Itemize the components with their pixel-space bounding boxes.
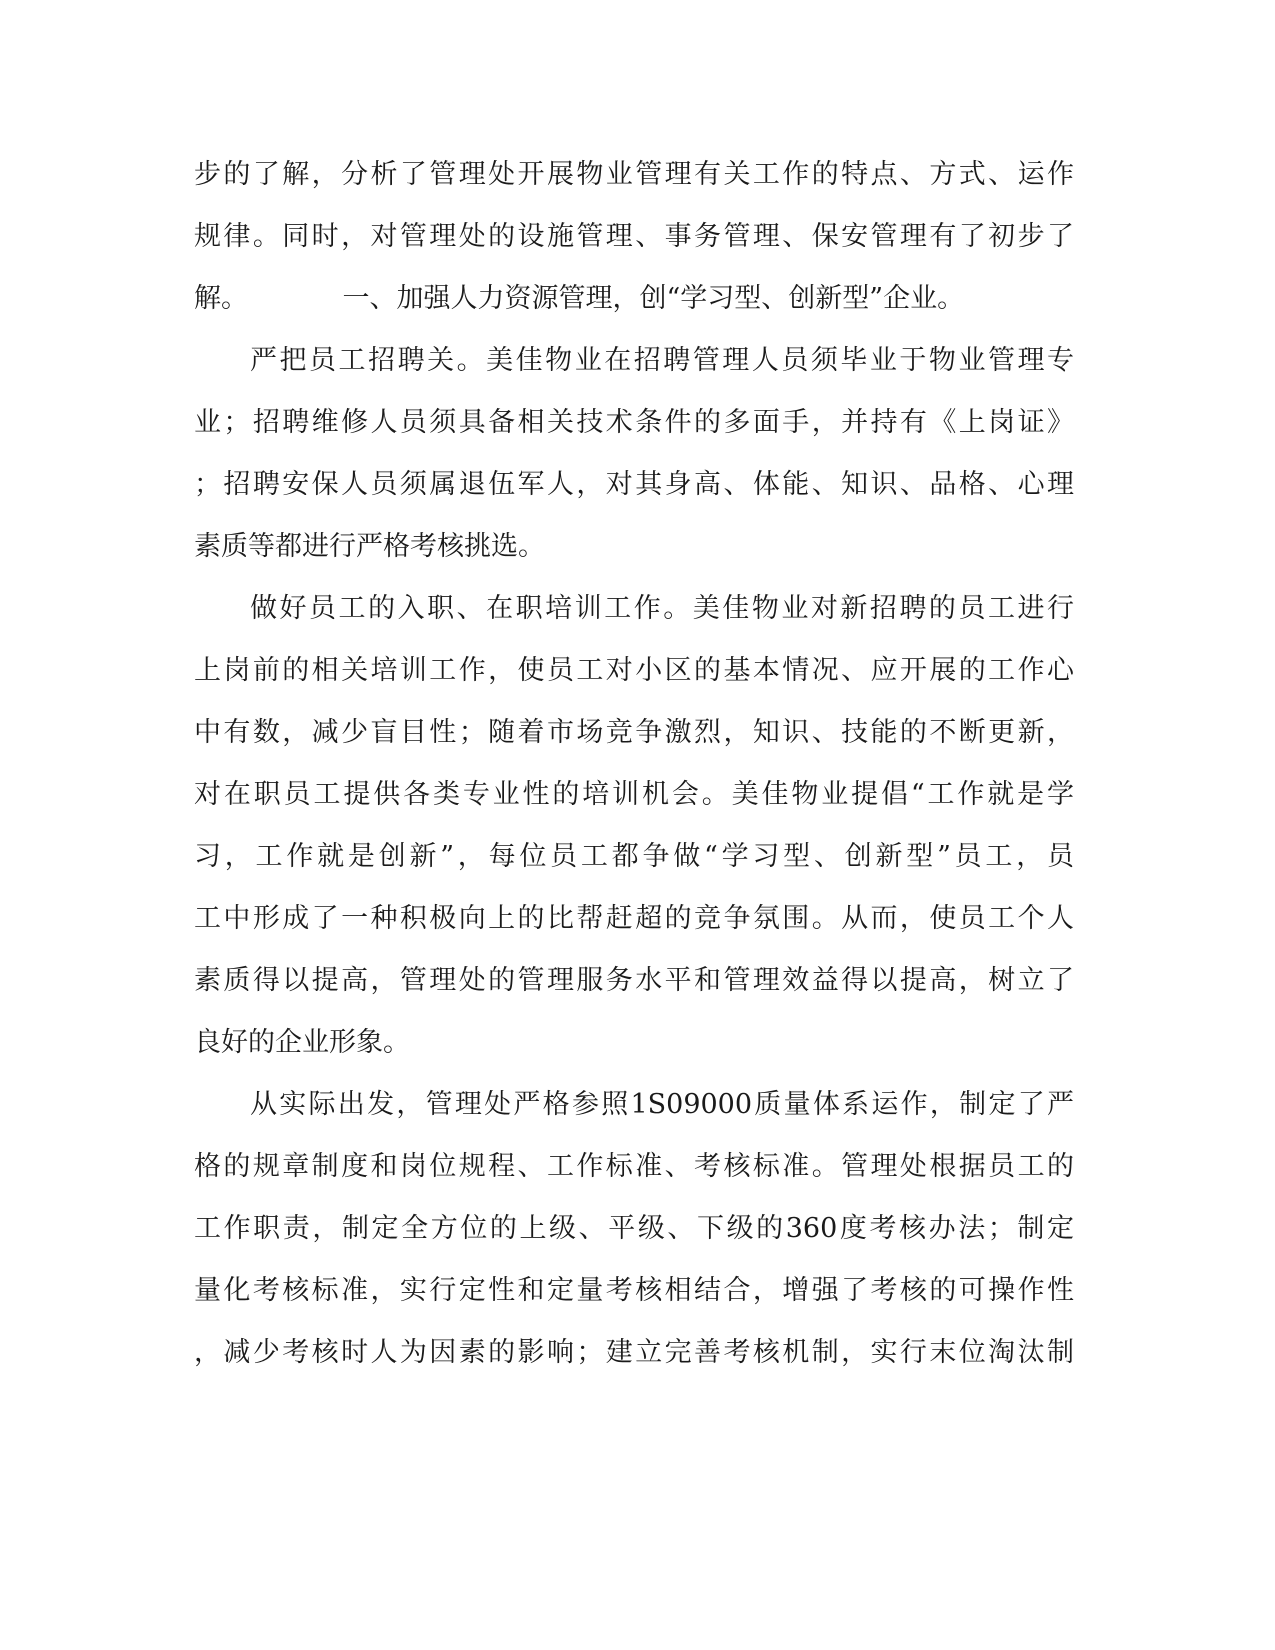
paragraph-start-line: 严把员工招聘关。美佳物业在招聘管理人员须毕业于物业管理专 xyxy=(250,345,1074,376)
text-line-17: 格的规章制度和岗位规程、工作标准、考核标准。管理处根据员工的 xyxy=(194,1151,1074,1182)
text-line-2: 规律。同时，对管理处的设施管理、事务管理、保安管理有了初步了 xyxy=(194,221,1074,252)
text-line-5: 业；招聘维修人员须具备相关技术条件的多面手，并持有《上岗证》 xyxy=(194,407,1074,438)
text-line-13: 工中形成了一种积极向上的比帮赶超的竞争氛围。从而，使员工个人 xyxy=(194,903,1074,934)
text-line-18: 工作职责，制定全方位的上级、平级、下级的360度考核办法；制定 xyxy=(194,1213,1074,1244)
text-line-12: 习，工作就是创新”，每位员工都争做“学习型、创新型”员工，员 xyxy=(194,841,1074,872)
text-line-19: 量化考核标准，实行定性和定量考核相结合，增强了考核的可操作性 xyxy=(194,1275,1074,1306)
text-line-10: 中有数，减少盲目性；随着市场竞争激烈，知识、技能的不断更新， xyxy=(194,717,1074,748)
text-line-6: ；招聘安保人员须属退伍军人，对其身高、体能、知识、品格、心理 xyxy=(194,469,1074,500)
text-line-15: 良好的企业形象。 xyxy=(194,1027,410,1058)
text-line-20: ，减少考核时人为因素的影响；建立完善考核机制，实行末位淘汰制 xyxy=(194,1337,1074,1368)
paragraph-start-line: 做好员工的入职、在职培训工作。美佳物业对新招聘的员工进行 xyxy=(250,593,1074,624)
text-line-7: 素质等都进行严格考核挑选。 xyxy=(194,531,545,562)
text-line-3: 解。 一、加强人力资源管理，创“学习型、创新型”企业。 xyxy=(194,283,965,314)
text-line-14: 素质得以提高，管理处的管理服务水平和管理效益得以提高，树立了 xyxy=(194,965,1074,996)
text-line-1: 步的了解，分析了管理处开展物业管理有关工作的特点、方式、运作 xyxy=(194,159,1074,190)
text-line-9: 上岗前的相关培训工作，使员工对小区的基本情况、应开展的工作心 xyxy=(194,655,1074,686)
paragraph-start-line: 从实际出发，管理处严格参照1S09000质量体系运作，制定了严 xyxy=(250,1089,1074,1120)
text-line-11: 对在职员工提供各类专业性的培训机会。美佳物业提倡“工作就是学 xyxy=(194,779,1074,810)
